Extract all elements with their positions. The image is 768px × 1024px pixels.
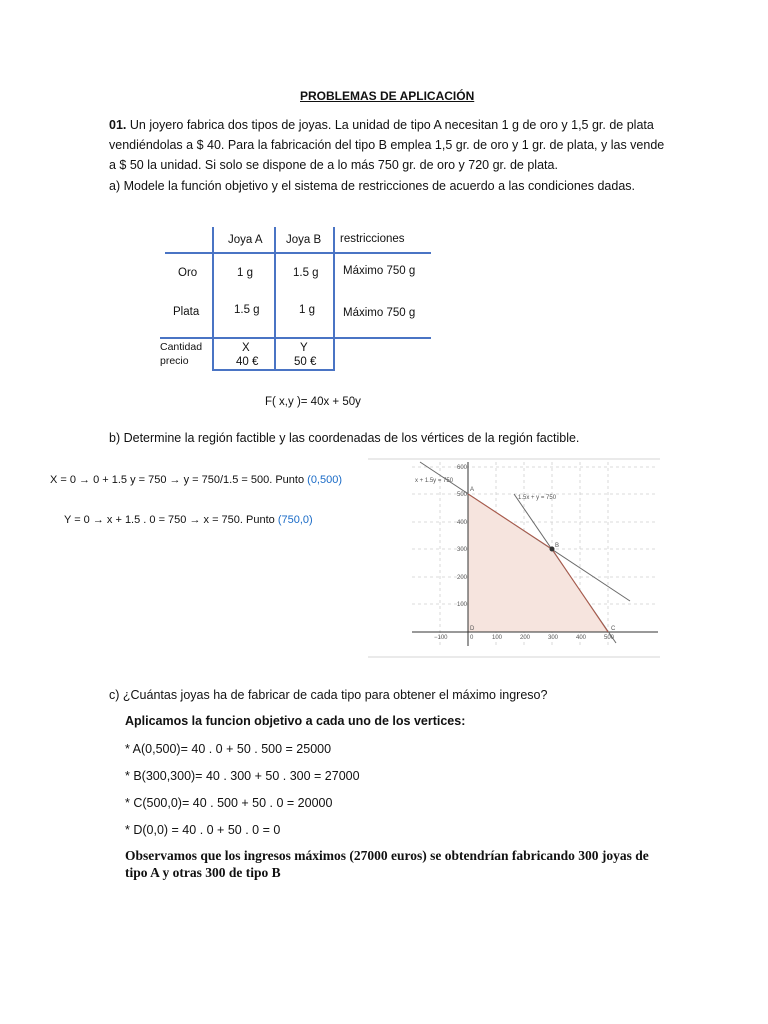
row-label-cantidad: Cantidad [160, 341, 203, 353]
x-tick-200: 200 [520, 635, 531, 641]
page-title: PROBLEMAS DE APLICACIÓN [300, 89, 475, 103]
apply-heading: Aplicamos la funcion objetivo a cada uno de los vertices: [125, 714, 466, 728]
vertex-d-label: D [470, 626, 475, 632]
x-tick-500: 500 [604, 635, 615, 641]
x-tick-100: 100 [492, 635, 503, 641]
y-tick-200: 200 [457, 575, 468, 581]
point-0-500: (0,500) [307, 474, 343, 486]
problem-text: Un joyero fabrica dos tipos de joyas. La unidad de tipo A necesitan 1 g de oro y 1,5 gr. de plata vendiéndolas a $ 40. Para la fabricación del tipo B emplea 1,5 gr. de oro y 1 gr. de plata, y las vende a $ 50 la unidad. Si solo se dispone de a lo más 750 gr. de oro y 720 gr. de plata. [109, 118, 665, 172]
cell-plata-r: Máximo 750 g [343, 307, 416, 319]
vertex-a-eval: * A(0,500)= 40 . 0 + 50 . 500 = 25000 [125, 742, 332, 756]
row-label-plata: Plata [173, 306, 200, 318]
cell-qty-a: X [242, 342, 250, 354]
vertex-d-eval: * D(0,0) = 40 . 0 + 50 . 0 = 0 [125, 823, 281, 837]
part-a-question: a) Modele la función objetivo y el sistema de restricciones de acuerdo a las condiciones dadas. [109, 179, 635, 193]
y-tick-100: 100 [457, 602, 468, 608]
vertex-c-label: C [611, 626, 616, 632]
x-tick-0: 0 [470, 635, 474, 641]
header-joya-b: Joya B [286, 234, 322, 246]
y-tick-600: 600 [457, 465, 468, 471]
feasible-region [468, 494, 608, 632]
vertex-a-label: A [470, 487, 475, 493]
vertex-b-point [550, 547, 555, 552]
point-750-0: (750,0) [277, 514, 313, 526]
x-tick-400: 400 [576, 635, 587, 641]
part-b-question: b) Determine la región factible y las coordenadas de los vértices de la región factible. [109, 431, 580, 445]
vertex-b-label: B [555, 543, 560, 549]
cell-oro-b: 1.5 g [293, 267, 319, 279]
header-restricciones: restricciones [340, 233, 405, 245]
conclusion: Observamos que los ingresos máximos (27000 euros) se obtendrían fabricando 300 joyas de tipo A y otras 300 de tipo B [125, 848, 649, 880]
problem-number: 01. [109, 118, 127, 132]
y-tick-400: 400 [457, 520, 468, 526]
part-c-question: c) ¿Cuántas joyas ha de fabricar de cada tipo para obtener el máximo ingreso? [109, 688, 548, 702]
cell-plata-b: 1 g [299, 304, 315, 316]
x-tick-m100: −100 [434, 635, 448, 641]
calc-y-zero-text: Y = 0 → x + 1.5 . 0 = 750 → x = 750. Punto [64, 514, 278, 526]
calc-x-zero [50, 471, 342, 489]
data-table [160, 222, 432, 372]
x-tick-300: 300 [548, 635, 559, 641]
calc-x-zero-text: X = 0 → 0 + 1.5 y = 750 → y = 750/1.5 = 500. Punto [50, 474, 308, 486]
cell-plata-a: 1.5 g [234, 304, 260, 316]
row-label-precio: precio [160, 355, 189, 367]
calc-y-zero [64, 511, 313, 529]
objective-function: F( x,y )= 40x + 50y [265, 396, 361, 408]
cell-qty-b: Y [300, 342, 308, 354]
cell-oro-a: 1 g [237, 267, 253, 279]
vertex-b-eval: * B(300,300)= 40 . 300 + 50 . 300 = 27000 [125, 769, 360, 783]
y-tick-300: 300 [457, 547, 468, 553]
y-tick-500: 500 [457, 492, 468, 498]
vertex-c-eval: * C(500,0)= 40 . 500 + 50 . 0 = 20000 [125, 796, 333, 810]
problem-statement [109, 115, 669, 175]
cell-price-b: 50 € [294, 356, 317, 368]
feasible-region-graph [368, 456, 660, 660]
header-joya-a: Joya A [228, 234, 263, 246]
line1-label: x + 1.5y = 750 [415, 478, 454, 484]
cell-price-a: 40 € [236, 356, 259, 368]
cell-oro-r: Máximo 750 g [343, 265, 416, 277]
line2-label: 1.5x + y = 750 [518, 495, 557, 501]
row-label-oro: Oro [178, 267, 198, 279]
